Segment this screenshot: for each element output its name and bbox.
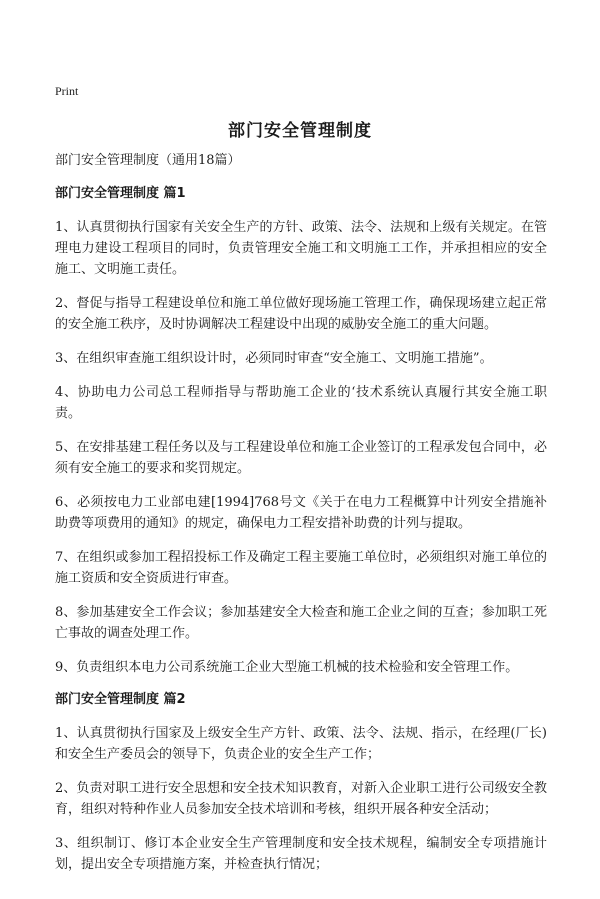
- paragraph: 2、负责对职工进行安全思想和安全技术知识教育，对新入企业职工进行公司级安全教育，组织对特种作业人员参加安全技术培训和考核，组织开展各种安全活动；: [55, 781, 547, 817]
- paragraph: 2、督促与指导工程建设单位和施工单位做好现场施工管理工作，确保现场建立起正常的安全施工秩序，及时协调解决工程建设中出现的威胁安全施工的重大问题。: [55, 296, 547, 332]
- paragraph: 3、组织制订、修订本企业安全生产管理制度和安全技术规程，编制安全专项措施计划，提出安全专项措施方案，并检查执行情况；: [55, 836, 547, 872]
- document-body: [55, 152, 547, 888]
- paragraph: 8、参加基建安全工作会议；参加基建安全大检查和施工企业之间的互查；参加职工死亡事故的调查处理工作。: [55, 605, 547, 641]
- paragraph: 4、协助电力公司总工程师指导与帮助施工企业的‘技术系统认真履行其安全施工职责。: [55, 385, 547, 421]
- section-2: [55, 691, 547, 875]
- paragraph: 9、负责组织本电力公司系统施工企业大型施工机械的技术检验和安全管理工作。: [55, 660, 519, 675]
- section-1: [55, 185, 547, 678]
- document-subtitle: 部门安全管理制度（通用18篇）: [55, 153, 241, 168]
- paragraph: 1、认真贯彻执行国家有关安全生产的方针、政策、法令、法规和上级有关规定。在管理电力建设工程项目的同时，负责管理安全施工和文明施工工作，并承担相应的安全施工、文明施工责任。: [55, 220, 547, 277]
- paragraph: 5、在安排基建工程任务以及与工程建设单位和施工企业签订的工程承发包合同中，必须有安全施工的要求和奖罚规定。: [55, 440, 547, 476]
- paragraph: 1、认真贯彻执行国家及上级安全生产方针、政策、法令、法规、指示，在经理(厂长)和安全生产委员会的领导下，负责企业的安全生产工作；: [55, 726, 547, 762]
- paragraph: 6、必须按电力工业部电建[1994]768号文《关于在电力工程概算中计列安全措施补助费等项费用的通知》的规定，确保电力工程安措补助费的计列与提取。: [55, 495, 547, 531]
- section-heading: 部门安全管理制度 篇2: [55, 692, 186, 707]
- print-label[interactable]: Print: [55, 84, 79, 98]
- paragraph: 3、在组织审查施工组织设计时，必须同时审查“安全施工、文明施工措施”。: [55, 351, 493, 366]
- paragraph: 7、在组织或参加工程招投标工作及确定工程主要施工单位时，必须组织对施工单位的施工资质和安全资质进行审查。: [55, 550, 547, 586]
- section-heading: 部门安全管理制度 篇1: [55, 186, 186, 201]
- document-title: 部门安全管理制度: [228, 121, 372, 141]
